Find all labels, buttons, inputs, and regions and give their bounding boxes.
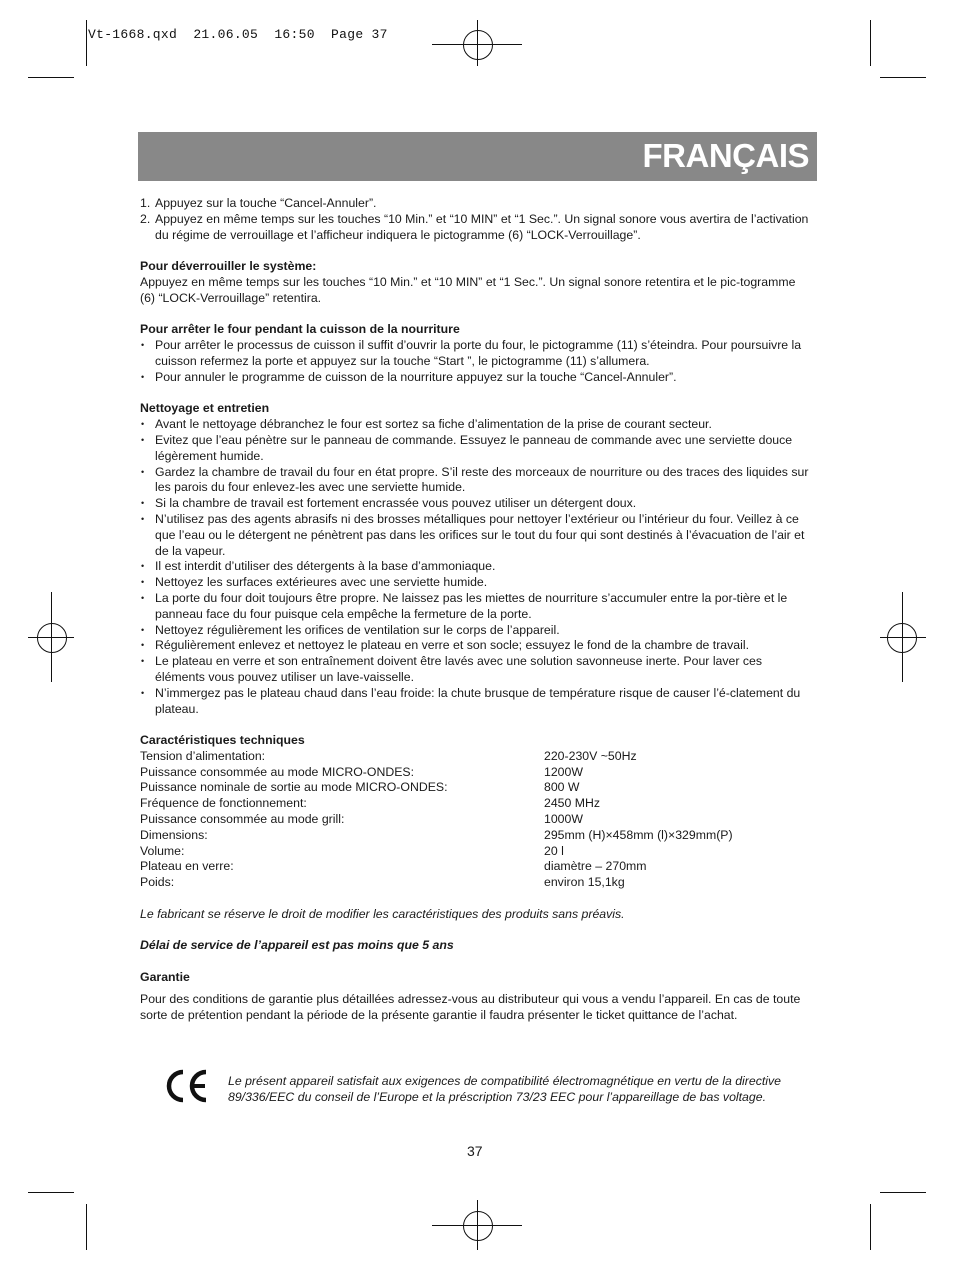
unlock-heading: Pour déverrouiller le système: — [140, 259, 317, 274]
bullet-icon: • — [141, 624, 145, 635]
spec-row — [140, 844, 813, 860]
spec-row — [140, 749, 813, 765]
list-item: • N’utilisez pas des agents abrasifs ni des brosses métalliques pour nettoyer l’extérieur ou l’intérieur du four. Veillez à ce que l’eau ou le détergent ne pénètrent pas dans les orifices sur le tout du four qui sont destinés à l’évacuation de l’air et de la vapeur. — [141, 511, 805, 558]
language-banner — [138, 132, 817, 181]
list-item: • Avant le nettoyage débranchez le four est sortez sa fiche d’alimentation de la prise de courant secteur. — [141, 417, 712, 432]
spec-label: Puissance nominale de sortie au mode MICRO-ONDES: — [140, 780, 448, 795]
spec-label: Fréquence de fonctionnement: — [140, 796, 307, 811]
spec-value: 1200W — [544, 764, 583, 779]
list-item: • Pour annuler le programme de cuisson de la nourriture appuyez sur la touche “Cancel-Annuler”. — [141, 369, 677, 384]
list-item: • Nettoyez les surfaces extérieures avec une serviette humide. — [141, 575, 488, 590]
spec-value: 800 W — [544, 780, 580, 795]
spec-label: Puissance consommée au mode grill: — [140, 812, 345, 827]
spec-label: Plateau en verre: — [140, 859, 234, 874]
step-text: Appuyez en même temps sur les touches “10 Min.” et “10 MIN” et “1 Sec.”. Un signal sonore vous avertira de l’activation du régime de verrouillage et l’afficheur indiquera le pictogramme (6) “LOCK-Verrouillage”. — [155, 211, 809, 242]
list-item: • Gardez la chambre de travail du four en état propre. S’il reste des morceaux de nourriture ou des traces des liquides sur les parois du four enlevez-les avec une serviette humide. — [141, 464, 809, 495]
bullet-icon: • — [141, 419, 145, 430]
spec-row — [140, 780, 813, 796]
cleaning-heading: Nettoyage et entretien — [140, 401, 270, 416]
bullet-icon: • — [141, 371, 145, 382]
bullet-icon: • — [141, 498, 145, 509]
main-content — [140, 196, 813, 1023]
bullet-icon: • — [141, 466, 145, 477]
bullet-icon: • — [141, 640, 145, 651]
spec-value: 295mm (H)×458mm (l)×329mm(P) — [544, 827, 733, 842]
spec-row — [140, 796, 813, 812]
page-title: FRANÇAIS — [642, 137, 809, 174]
bullet-icon: • — [141, 656, 145, 667]
spec-label: Puissance consommée au mode MICRO-ONDES: — [140, 764, 415, 779]
step-text: Appuyez sur la touche “Cancel-Annuler”. — [155, 196, 377, 210]
bullet-icon: • — [141, 340, 145, 351]
manufacturer-note: Le fabricant se réserve le droit de modifier les caractéristiques des produits sans préavis. — [140, 906, 625, 921]
list-item: • Si la chambre de travail est fortement encrassée vous pouvez utiliser un détergent doux. — [141, 496, 637, 511]
unlock-text: Appuyez en même temps sur les touches “10 Min.” et “10 MIN” et “1 Sec.”. Un signal sonore retentira et le pic-togramme (6) “LOCK-Verrouillage” retentira. — [140, 274, 796, 305]
spec-value: environ 15,1kg — [544, 875, 625, 890]
ce-mark-icon — [164, 1068, 210, 1104]
bullet-icon: • — [141, 687, 145, 698]
list-item: • Le plateau en verre et son entraînement doivent être lavés avec une solution savonneuse inerte. Pour laver ces éléments vous pouvez utiliser un lave-vaisselle. — [141, 654, 763, 684]
spec-row — [140, 875, 813, 891]
bullet-icon: • — [141, 592, 145, 603]
list-item: • Il est interdit d’utiliser des détergents à la base d’ammoniaque. — [141, 559, 496, 574]
list-item: • Nettoyez régulièrement les orifices de ventilation sur le corps de l’appareil. — [141, 622, 560, 637]
step-item — [140, 212, 813, 244]
spec-label: Volume: — [140, 843, 185, 858]
warranty-text: Pour des conditions de garantie plus détaillées adressez-vous au distributeur qui vous a vendu l’appareil. En cas de toute sorte de prétention pendant la période de la présente garantie il faudra présenter le ticket quittance de l’achat. — [140, 991, 801, 1022]
print-slug: Vt-1668.qxd 21.06.05 16:50 Page 37 — [88, 27, 388, 42]
list-item: • La porte du four doit toujours être propre. Ne laissez pas les miettes de nourriture s’accumuler entre la por-tière et le panneau face du four puisque cela empêche la fermeture de la porte. — [141, 590, 788, 621]
spec-row — [140, 859, 813, 875]
list-item: • Pour arrêter le processus de cuisson il suffit d’ouvrir la porte du four, le pictogramme (11) s’éteindra. Pour poursuivre la cuisson refermez la porte et appuyez sur la touche “Start ”, le pictogramme (11) s’allumera. — [141, 338, 802, 368]
bullet-icon: • — [141, 434, 145, 445]
step-number: 2. — [140, 211, 151, 226]
spec-row — [140, 765, 813, 781]
list-item: • Régulièrement enlevez et nettoyez le plateau en verre et son socle; essuyez le fond de la chambre de travail. — [141, 638, 750, 653]
spec-row — [140, 828, 813, 844]
spec-value: 2450 MHz — [544, 796, 601, 811]
list-item: • N’immergez pas le plateau chaud dans l’eau froide: la chute brusque de température risque de causer l’é-clatement du plateau. — [141, 685, 801, 716]
step-item — [140, 196, 813, 212]
warranty-heading: Garantie — [140, 970, 190, 985]
specs-heading: Caractéristiques techniques — [140, 733, 305, 748]
step-number: 1. — [140, 196, 151, 210]
spec-row — [140, 812, 813, 828]
service-note: Délai de service de l’appareil est pas moins que 5 ans — [140, 938, 454, 953]
bullet-icon: • — [141, 561, 145, 572]
spec-value: 1000W — [544, 812, 583, 827]
bullet-icon: • — [141, 513, 145, 524]
page-number: 37 — [467, 1143, 483, 1159]
spec-label: Poids: — [140, 875, 175, 890]
stop-heading: Pour arrêter le four pendant la cuisson de la nourriture — [140, 322, 460, 337]
spec-label: Tension d’alimentation: — [140, 748, 266, 763]
spec-label: Dimensions: — [140, 827, 208, 842]
ce-text: Le présent appareil satisfait aux exigences de compatibilité électromagnétique en vertu de la directive 89/336/EEC du conseil de l’Europe et la préscription 73/23 EEC pour l’appareillage de bas voltage. — [228, 1074, 781, 1105]
spec-value: 220-230V ~50Hz — [544, 748, 637, 763]
spec-value: diamètre – 270mm — [544, 859, 647, 874]
bullet-icon: • — [141, 577, 145, 588]
spec-value: 20 l — [544, 843, 564, 858]
list-item: • Evitez que l’eau pénètre sur le panneau de commande. Essuyez le panneau de commande avec une serviette douce légèrement humide. — [141, 432, 793, 463]
